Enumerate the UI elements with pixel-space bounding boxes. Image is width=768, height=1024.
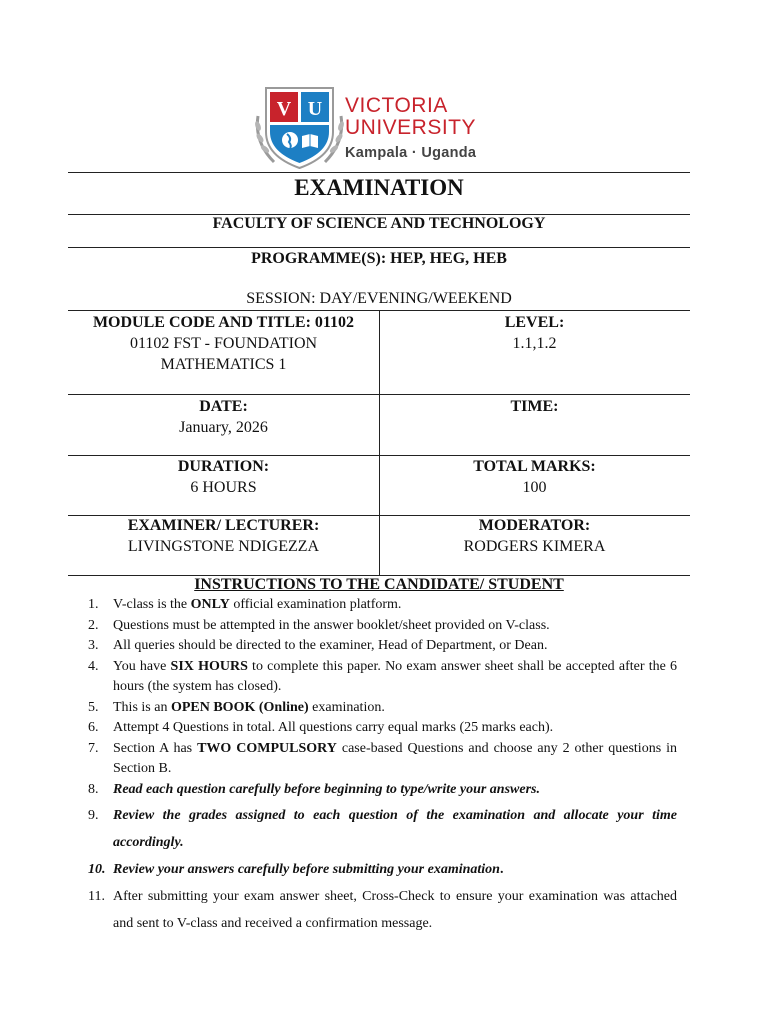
item-text: V-class is the: [113, 597, 191, 612]
item-number: 10.: [88, 862, 106, 877]
item-text: After submitting your exam answer sheet, Cross-Check to ensure your examination was attached and sent to V-class and received a confirmation message.: [113, 889, 677, 931]
item-text: Review the grades assigned to each question of the examination and allocate your time accordingly.: [113, 808, 677, 850]
logo-wordmark: [345, 95, 476, 161]
module-title-line2: MATHEMATICS 1: [160, 356, 287, 373]
module-title-line1: 01102 FST - FOUNDATION: [129, 335, 318, 352]
date-value: January, 2026: [179, 419, 268, 436]
item-text: You have: [113, 658, 171, 674]
item-emphasis: SIX HOURS: [170, 658, 248, 674]
item-number: 5.: [88, 699, 99, 715]
item-text: case-based Questions and choose any 2 other questions in Section B.: [113, 740, 677, 776]
session-line: SESSION: DAY/EVENING/WEEKEND: [246, 290, 512, 307]
shield-letter-u: U: [307, 98, 323, 120]
university-crest-icon: [252, 84, 347, 174]
list-item: [88, 595, 677, 616]
list-item: [88, 883, 677, 937]
total-marks-value: 100: [522, 479, 547, 496]
item-emphasis: TWO COMPULSORY: [197, 740, 337, 756]
item-text: Section A has: [113, 740, 198, 756]
date-cell: [68, 396, 379, 438]
shield-letter-v: V: [276, 98, 292, 120]
examiner-cell: [68, 515, 379, 557]
item-number: 4.: [88, 658, 99, 674]
logo-name-line1: VICTORIA: [345, 94, 448, 117]
list-item: [88, 802, 677, 856]
item-text: This is an: [113, 699, 171, 715]
item-text: Attempt 4 Questions in total. All questions carry equal marks (25 marks each).: [113, 720, 554, 735]
list-item: [88, 636, 677, 657]
list-item: [88, 780, 677, 801]
level-cell: [379, 312, 690, 354]
item-text: Read each question carefully before beginning to type/write your answers.: [113, 781, 540, 797]
examiner-value: LIVINGSTONE NDIGEZZA: [127, 538, 320, 555]
time-cell: [379, 396, 690, 417]
level-label: LEVEL:: [504, 314, 565, 331]
moderator-cell: [379, 515, 690, 557]
item-number: 9.: [88, 808, 99, 823]
list-item: [88, 856, 677, 883]
moderator-value: RODGERS KIMERA: [463, 538, 606, 555]
list-item: [88, 616, 677, 637]
item-text: official examination platform.: [229, 597, 402, 612]
divider: [68, 247, 690, 248]
instructions-list: [88, 595, 677, 937]
item-emphasis: ONLY: [190, 597, 230, 612]
duration-cell: [68, 456, 379, 498]
item-number: 7.: [88, 740, 99, 756]
divider: [68, 172, 690, 173]
programmes-heading: PROGRAMME(S): HEP, HEG, HEB: [251, 250, 507, 267]
item-number: 1.: [88, 597, 99, 612]
duration-value: 6 HOURS: [190, 479, 257, 496]
faculty-heading: FACULTY OF SCIENCE AND TECHNOLOGY: [212, 215, 546, 232]
moderator-label: MODERATOR:: [478, 517, 591, 534]
level-value: 1.1,1.2: [512, 335, 557, 352]
item-text: Review your answers carefully before submitting your examination: [113, 862, 500, 877]
logo-location: Kampala · Uganda: [345, 145, 477, 161]
item-text: examination.: [308, 699, 385, 715]
module-cell: [68, 312, 379, 375]
exam-details-table: [68, 310, 690, 576]
item-number: 8.: [88, 781, 99, 797]
module-label: MODULE CODE AND TITLE: 01102: [92, 314, 355, 331]
item-number: 2.: [88, 617, 99, 633]
date-label: DATE:: [199, 398, 248, 415]
item-number: 11.: [88, 889, 105, 904]
item-text: All queries should be directed to the examiner, Head of Department, or Dean.: [113, 638, 548, 653]
item-number: 6.: [88, 720, 99, 735]
item-emphasis: OPEN BOOK (Online): [170, 699, 309, 715]
instructions-title: INSTRUCTIONS TO THE CANDIDATE/ STUDENT: [194, 576, 564, 593]
total-marks-label: TOTAL MARKS:: [473, 458, 596, 475]
item-text: to complete this paper. No exam answer sheet shall be accepted after the 6 hours (the system has closed).: [113, 658, 677, 694]
duration-label: DURATION:: [177, 458, 270, 475]
examiner-label: EXAMINER/ LECTURER:: [127, 517, 320, 534]
time-label: TIME:: [510, 398, 559, 415]
item-text: .: [499, 862, 504, 877]
item-number: 3.: [88, 638, 99, 653]
page-title: EXAMINATION: [294, 175, 464, 200]
list-item: [88, 718, 677, 739]
item-text: Questions must be attempted in the answer booklet/sheet provided on V-class.: [113, 617, 550, 633]
logo-name-line2: UNIVERSITY: [345, 116, 477, 139]
total-marks-cell: [379, 456, 690, 498]
list-item: [88, 698, 677, 719]
list-item: [88, 739, 677, 780]
list-item: [88, 657, 677, 698]
